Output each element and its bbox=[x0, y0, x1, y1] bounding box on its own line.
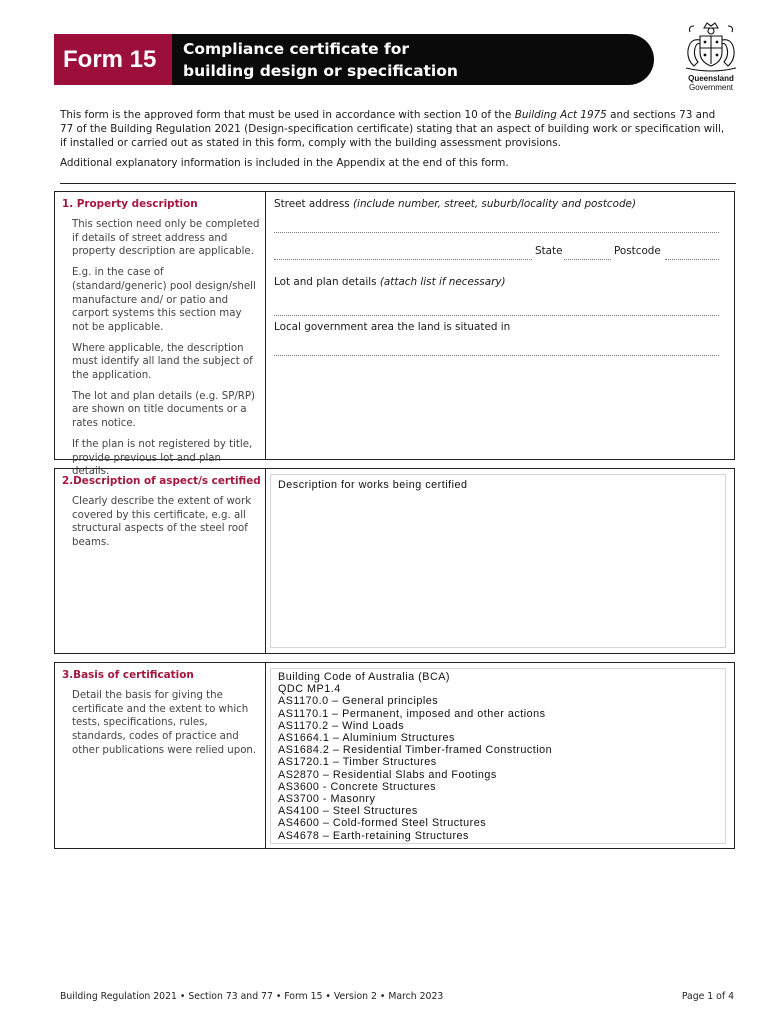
basis-line: AS1170.2 – Wind Loads bbox=[278, 719, 405, 732]
basis-line: AS1170.0 – General principles bbox=[278, 695, 439, 708]
logo-line-1: Queensland bbox=[688, 74, 734, 83]
street-address-field-line-2[interactable] bbox=[274, 259, 532, 260]
section-property-description bbox=[54, 191, 735, 478]
lot-plan-label bbox=[274, 276, 506, 288]
label-hint: (include number, street, suburb/locality and postcode) bbox=[353, 198, 637, 210]
intro-text-part: and sections 73 and 77 of the Building Regulation 2021 (Design-specification certificate) stating that an aspect of building work or specification will, if installed or carried out as stated in this form, comply with the building assessment provisions. bbox=[60, 109, 725, 149]
intro-act-name: Building Act 1975 bbox=[514, 109, 607, 121]
section-2-guidance bbox=[55, 469, 266, 653]
section-3-help: Detail the basis for giving the certificate and the extent to which tests, specifications, rules, standards, codes of practice and other publications were relied upon. bbox=[72, 690, 257, 756]
label-text: Street address bbox=[274, 198, 353, 210]
basis-line: AS1170.1 – Permanent, imposed and other actions bbox=[278, 707, 546, 720]
queensland-government-logo bbox=[678, 20, 744, 94]
help-paragraph: The lot and plan details (e.g. SP/RP) are shown on title documents or a rates notice. bbox=[72, 390, 255, 430]
section-2-heading: 2.Description of aspect/s certified bbox=[62, 475, 261, 487]
help-paragraph: This section need only be completed if details of street address and property description are applicable. bbox=[72, 219, 260, 258]
basis-line: AS1684.2 – Residential Timber-framed Construction bbox=[278, 744, 553, 757]
street-address-field-line-1[interactable] bbox=[274, 232, 719, 233]
coat-of-arms-icon bbox=[682, 20, 740, 74]
form-number-tag: Form 15 bbox=[54, 34, 172, 85]
help-paragraph: E.g. in the case of (standard/generic) pool design/shell manufacture and/ or patio and carport systems this section may not be applicable. bbox=[72, 267, 256, 333]
logo-line-2: Government bbox=[688, 83, 734, 92]
intro-paragraph-1 bbox=[60, 108, 728, 150]
section-1-fields bbox=[267, 192, 734, 459]
lga-label: Local government area the land is situated in bbox=[274, 321, 511, 333]
basis-line: AS4678 – Earth-retaining Structures bbox=[278, 829, 469, 842]
divider bbox=[60, 183, 736, 184]
title-line-2: building design or specification bbox=[183, 62, 458, 80]
footer-document-info: Building Regulation 2021 • Section 73 and 77 • Form 15 • Version 2 • March 2023 bbox=[60, 991, 444, 1002]
street-address-label bbox=[274, 198, 636, 210]
basis-line: QDC MP1.4 bbox=[278, 683, 341, 696]
label-hint: (attach list if necessary) bbox=[379, 276, 506, 288]
lot-plan-field[interactable] bbox=[274, 315, 719, 316]
intro-text-part: This form is the approved form that must be used in accordance with section 10 of the bbox=[60, 109, 515, 121]
basis-line: AS1664.1 – Aluminium Structures bbox=[278, 732, 455, 745]
section-3-guidance bbox=[55, 663, 266, 848]
postcode-field[interactable] bbox=[665, 259, 719, 260]
footer-page-number: Page 1 of 4 bbox=[681, 991, 734, 1002]
section-1-help bbox=[72, 218, 260, 486]
basis-line: AS2870 – Residential Slabs and Footings bbox=[278, 768, 497, 781]
help-paragraph: Where applicable, the description must identify all land the subject of the application. bbox=[72, 342, 253, 382]
help-paragraph: If the plan is not registered by title, provide previous lot and plan details. bbox=[72, 438, 253, 478]
intro-paragraph-2: Additional explanatory information is included in the Appendix at the end of this form. bbox=[60, 157, 509, 169]
title-line-1: Compliance certificate for bbox=[183, 40, 410, 58]
section-aspect-description bbox=[54, 468, 735, 654]
section-2-fields bbox=[267, 469, 734, 653]
section-1-heading: 1. Property description bbox=[62, 198, 198, 210]
basis-line: AS3700 - Masonry bbox=[278, 793, 376, 806]
section-1-guidance bbox=[55, 192, 266, 478]
state-field[interactable] bbox=[564, 259, 611, 260]
aspect-description-textarea[interactable] bbox=[270, 474, 726, 648]
section-basis-of-certification bbox=[54, 662, 735, 849]
basis-line: AS4100 – Steel Structures bbox=[278, 805, 418, 818]
basis-line: AS3600 - Concrete Structures bbox=[278, 780, 437, 793]
lga-field[interactable] bbox=[274, 355, 719, 356]
page-title bbox=[183, 38, 623, 82]
basis-line: AS1720.1 – Timber Structures bbox=[278, 756, 437, 769]
section-2-help: Clearly describe the extent of work covered by this certificate, e.g. all structural aspects of the steel roof beams. bbox=[72, 496, 252, 549]
section-3-fields bbox=[267, 663, 734, 848]
aspect-description-value: Description for works being certified bbox=[278, 479, 468, 491]
state-label: State bbox=[535, 245, 563, 257]
basis-line: AS4600 – Cold-formed Steel Structures bbox=[278, 817, 487, 830]
label-text: Lot and plan details bbox=[274, 276, 380, 288]
intro-text bbox=[60, 108, 728, 176]
postcode-label: Postcode bbox=[614, 245, 661, 257]
basis-of-certification-value bbox=[278, 671, 552, 842]
basis-of-certification-textarea[interactable] bbox=[270, 668, 726, 844]
basis-line: Building Code of Australia (BCA) bbox=[278, 671, 451, 683]
section-3-heading: 3.Basis of certification bbox=[62, 669, 194, 681]
